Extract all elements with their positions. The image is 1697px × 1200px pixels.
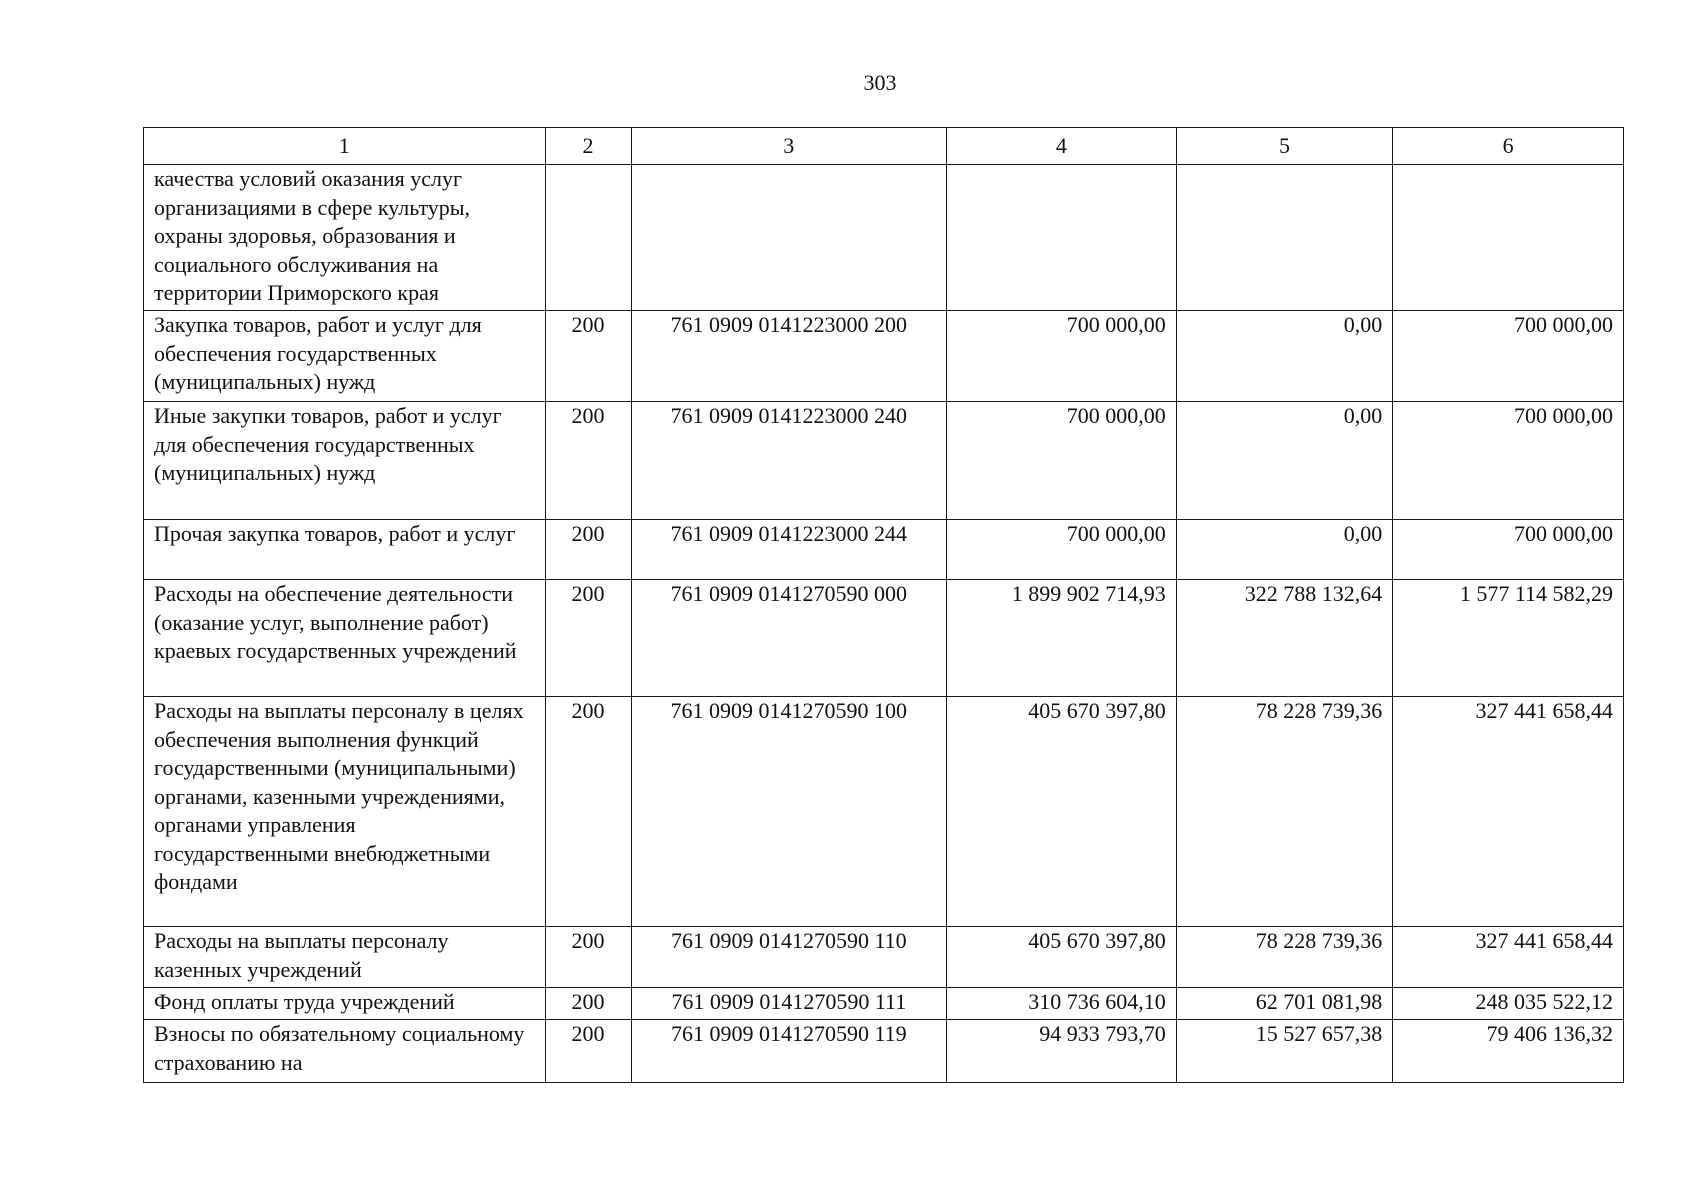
row-col2	[545, 165, 631, 311]
table-row	[144, 927, 1624, 988]
table-row	[144, 402, 1624, 520]
row-code: 761 0909 0141270590 119	[631, 1020, 947, 1083]
row-code: 761 0909 0141223000 200	[631, 311, 947, 402]
row-name: Фонд оплаты труда учреждений	[144, 988, 546, 1020]
row-value-5: 15 527 657,38	[1176, 1020, 1393, 1083]
page-number: 303	[863, 70, 897, 95]
row-value-4: 310 736 604,10	[947, 988, 1177, 1020]
table-row	[144, 520, 1624, 580]
header-col-4: 4	[947, 128, 1177, 165]
row-code: 761 0909 0141223000 240	[631, 402, 947, 520]
row-value-5: 78 228 739,36	[1176, 697, 1393, 927]
row-value-6: 327 441 658,44	[1393, 697, 1624, 927]
header-col-5: 5	[1176, 128, 1393, 165]
row-value-6: 248 035 522,12	[1393, 988, 1624, 1020]
row-value-6: 1 577 114 582,29	[1393, 580, 1624, 697]
row-value-4: 405 670 397,80	[947, 927, 1177, 988]
row-name: Иные закупки товаров, работ и услуг для обеспечения государственных (муниципальных) нужд	[144, 402, 546, 520]
row-value-6: 700 000,00	[1393, 520, 1624, 580]
row-name: качества условий оказания услуг организациями в сфере культуры, охраны здоровья, образования и социального обслуживания на территории Приморского края	[144, 165, 546, 311]
table-row	[144, 697, 1624, 927]
table-row	[144, 311, 1624, 402]
row-value-5: 0,00	[1176, 311, 1393, 402]
row-value-4: 405 670 397,80	[947, 697, 1177, 927]
row-value-6: 700 000,00	[1393, 311, 1624, 402]
row-value-4: 700 000,00	[947, 311, 1177, 402]
row-value-6: 700 000,00	[1393, 402, 1624, 520]
row-name: Закупка товаров, работ и услуг для обеспечения государственных (муниципальных) нужд	[144, 311, 546, 402]
table-header-row	[144, 128, 1624, 165]
table-row	[144, 165, 1624, 311]
row-col2: 200	[545, 311, 631, 402]
header-col-2: 2	[545, 128, 631, 165]
row-name: Расходы на выплаты персоналу казенных учреждений	[144, 927, 546, 988]
row-code	[631, 165, 947, 311]
row-value-4: 94 933 793,70	[947, 1020, 1177, 1083]
row-code: 761 0909 0141270590 111	[631, 988, 947, 1020]
row-col2: 200	[545, 520, 631, 580]
row-col2: 200	[545, 1020, 631, 1083]
row-value-4: 700 000,00	[947, 520, 1177, 580]
row-value-6	[1393, 165, 1624, 311]
row-value-6: 327 441 658,44	[1393, 927, 1624, 988]
row-col2: 200	[545, 697, 631, 927]
row-value-4: 1 899 902 714,93	[947, 580, 1177, 697]
table-row	[144, 988, 1624, 1020]
row-code: 761 0909 0141270590 000	[631, 580, 947, 697]
row-name: Расходы на выплаты персоналу в целях обеспечения выполнения функций государственными (муниципальными) органами, казенными учреждениями, органами управления государственными внебюджетными фондами	[144, 697, 546, 927]
header-col-3: 3	[631, 128, 947, 165]
row-value-6: 79 406 136,32	[1393, 1020, 1624, 1083]
row-code: 761 0909 0141270590 110	[631, 927, 947, 988]
row-value-5: 78 228 739,36	[1176, 927, 1393, 988]
table-row	[144, 1020, 1624, 1083]
row-col2: 200	[545, 927, 631, 988]
table-row	[144, 580, 1624, 697]
header-col-1: 1	[144, 128, 546, 165]
row-value-5: 322 788 132,64	[1176, 580, 1393, 697]
row-code: 761 0909 0141223000 244	[631, 520, 947, 580]
row-value-5	[1176, 165, 1393, 311]
budget-table	[143, 127, 1624, 1083]
header-col-6: 6	[1393, 128, 1624, 165]
row-value-5: 0,00	[1176, 402, 1393, 520]
row-name: Расходы на обеспечение деятельности (оказание услуг, выполнение работ) краевых государственных учреждений	[144, 580, 546, 697]
row-value-4	[947, 165, 1177, 311]
row-col2: 200	[545, 580, 631, 697]
row-value-5: 0,00	[1176, 520, 1393, 580]
row-value-5: 62 701 081,98	[1176, 988, 1393, 1020]
row-col2: 200	[545, 988, 631, 1020]
row-code: 761 0909 0141270590 100	[631, 697, 947, 927]
row-value-4: 700 000,00	[947, 402, 1177, 520]
row-name: Прочая закупка товаров, работ и услуг	[144, 520, 546, 580]
row-col2: 200	[545, 402, 631, 520]
row-name: Взносы по обязательному социальному страхованию на	[144, 1020, 546, 1083]
